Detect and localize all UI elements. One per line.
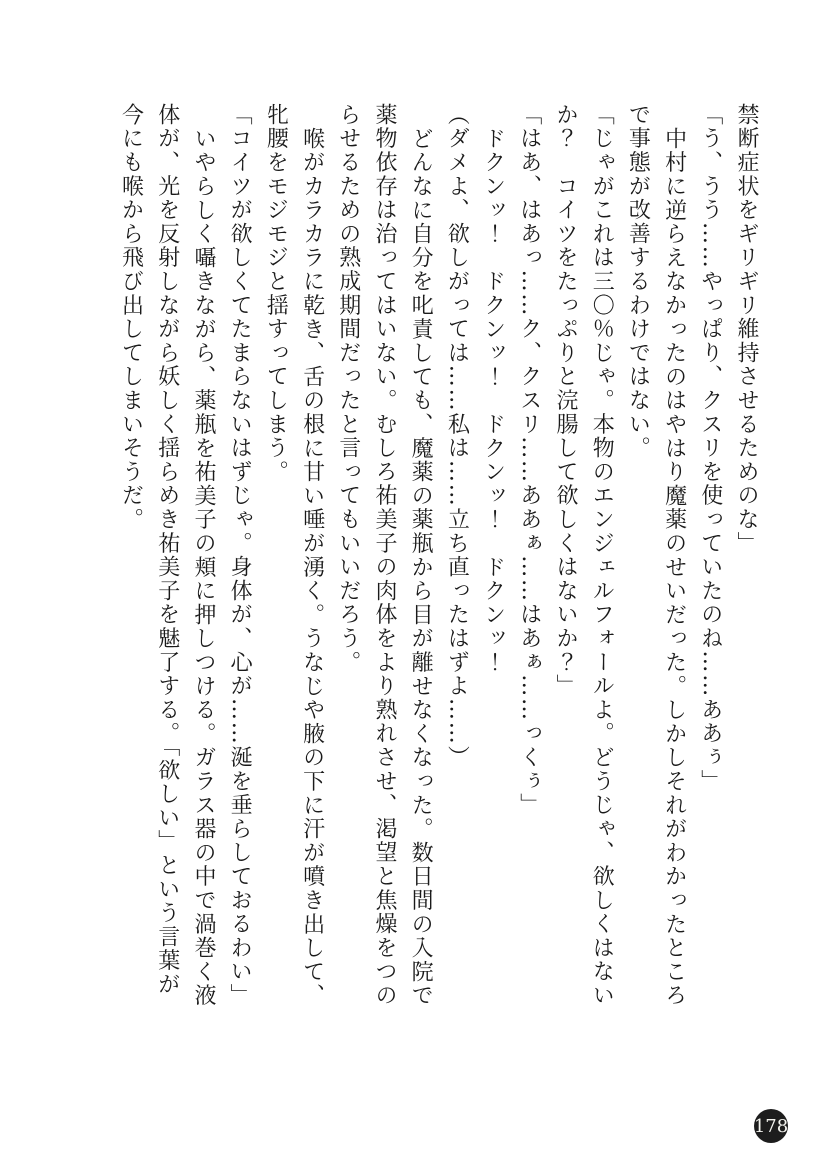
text-line: か？ コイツをたっぷりと浣腸して欲しくはないか？」 [552, 103, 578, 698]
text-line: 禁断症状をギリギリ維持させるためのな」 [734, 103, 759, 556]
text-line: 中村に逆らえなかったのはやはり魔薬のせいだった。しかしそれがわかったところ [661, 126, 687, 1008]
text-line: （ダメよ、欲しがっては……私は……立ち直ったはずよ……） [444, 103, 470, 770]
text-line: ドクンッ！ ドクンッ！ ドクンッ！ ドクンッ！ [480, 126, 506, 675]
text-line: 体が、光を反射しながら妖しく揺らめき祐美子を魅了する。「欲しい」という言葉が [154, 103, 180, 997]
text-line: 喉がカラカラに乾き、舌の根に甘い唾が湧く。うなじや腋の下に汗が噴き出して、 [299, 126, 325, 1008]
text-line: 今にも喉から飛び出してしまいそうだ。 [118, 103, 144, 532]
text-line: で事態が改善するわけではない。 [625, 103, 651, 460]
text-line: 牝腰をモジモジと揺すってしまう。 [263, 103, 289, 484]
text-line: 薬物依存は治ってはいない。むしろ祐美子の肉体をより熟れさせ、渇望と焦燥をつの [371, 103, 397, 1008]
text-line: どんなに自分を叱責しても、魔薬の薬瓶から目が離せなくなった。数日間の入院で [408, 126, 434, 1008]
page-number: 178 [753, 1115, 789, 1137]
novel-page-text [112, 103, 764, 1015]
text-line: 「う、うう……やっぱり、クスリを使っていたのね……ああぅ」 [697, 103, 723, 794]
text-line: 「コイツが欲しくてたまらないはずじゃ。身体が、心が……涎を垂らしておるわい」 [227, 103, 253, 1008]
page-number-badge [754, 1109, 788, 1143]
text-line: らせるための熟成期間だったと言ってもいいだろう。 [335, 103, 361, 675]
text-line: いやらしく囁きながら、薬瓶を祐美子の頬に押しつける。ガラス器の中で渦巻く液 [190, 126, 216, 1008]
text-line: 「じゃがこれは三〇％じゃ。本物のエンジェルフォールよ。どうじゃ、欲しくはない [589, 103, 615, 1008]
text-line: 「はあ、はあっ……ク、クスリ……ああぁ……はあぁ……っくぅ」 [516, 103, 542, 817]
